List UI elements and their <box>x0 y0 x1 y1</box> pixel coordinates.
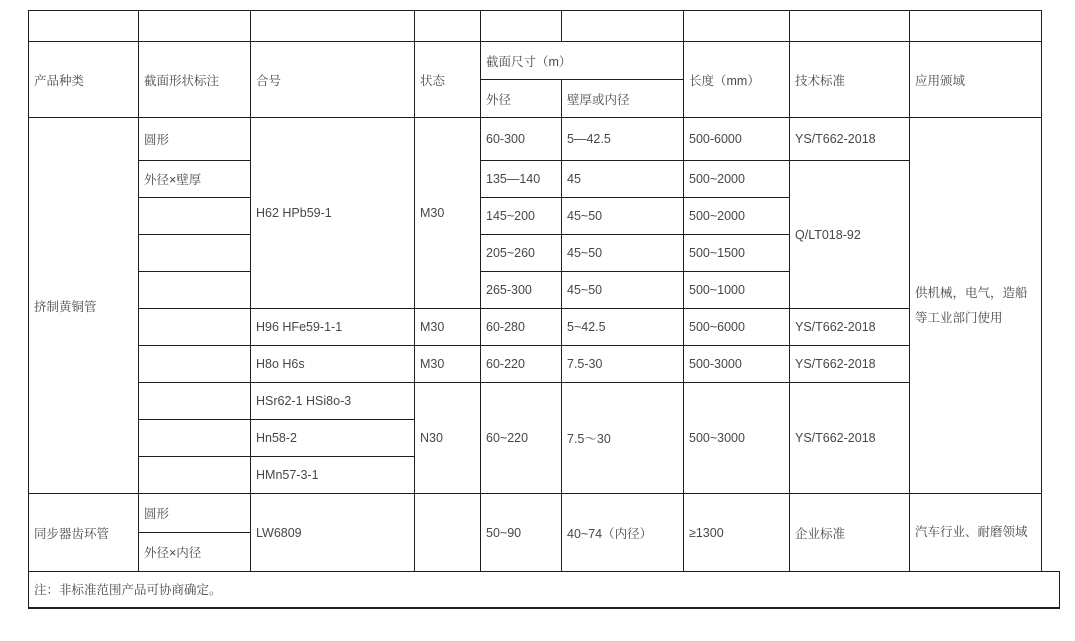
cell-product-synchronizer-ring: 同步器齿环管 <box>29 494 139 572</box>
cell-od: 60-300 <box>481 118 562 161</box>
cell-standard: YS/T662-2018 <box>790 309 910 346</box>
header-alloy: 合号 <box>251 42 415 118</box>
application-line: 等工业部门使用 <box>915 310 1003 325</box>
cell-standard: Q/LT018-92 <box>790 161 910 309</box>
cell-standard: 企业标准 <box>790 494 910 572</box>
cell-od: 265-300 <box>481 272 562 309</box>
cell-state: M30 <box>415 346 481 383</box>
spacer-cell <box>415 11 481 42</box>
header-row-1 <box>29 42 1042 80</box>
cell-alloy: H8o H6s <box>251 346 415 383</box>
header-shape: 截面形状标注 <box>139 42 251 118</box>
note-text: 注：非标准范围产品可协商确定。 <box>34 583 222 597</box>
cell-od: 60~220 <box>481 383 562 494</box>
cell-od: 145~200 <box>481 198 562 235</box>
cell-length: 500~2000 <box>684 198 790 235</box>
cell-alloy: HMn57-3-1 <box>251 457 415 494</box>
cell-length: 500~1500 <box>684 235 790 272</box>
header-product: 产品种类 <box>29 42 139 118</box>
cell-od: 205~260 <box>481 235 562 272</box>
application-line: 汽车行业、耐磨领域 <box>915 525 1028 539</box>
spacer-cell <box>139 11 251 42</box>
cell-shape-empty <box>139 383 251 420</box>
cell-wall: 45 <box>562 161 684 198</box>
cell-shape-empty <box>139 420 251 457</box>
table-row <box>29 346 1042 383</box>
cell-shape-empty <box>139 198 251 235</box>
cell-length: 500~2000 <box>684 161 790 198</box>
cell-od: 135—140 <box>481 161 562 198</box>
cell-od: 60-280 <box>481 309 562 346</box>
table-row <box>29 494 1042 533</box>
header-length: 长度（mm） <box>684 42 790 118</box>
cell-shape: 外径×内径 <box>139 533 251 572</box>
spacer-cell <box>251 11 415 42</box>
cell-length: 500~6000 <box>684 309 790 346</box>
cell-alloy: Hn58-2 <box>251 420 415 457</box>
cell-state: M30 <box>415 118 481 309</box>
cell-wall: 5~42.5 <box>562 309 684 346</box>
header-wall-or-inner: 壁厚或内径 <box>562 80 684 118</box>
cell-wall: 45~50 <box>562 272 684 309</box>
cell-wall: 7.5～30 <box>562 383 684 494</box>
cell-length: 500~3000 <box>684 383 790 494</box>
cell-od: 60-220 <box>481 346 562 383</box>
cell-alloy: LW6809 <box>251 494 415 572</box>
cell-standard: YS/T662-2018 <box>790 118 910 161</box>
spacer-cell <box>481 11 562 42</box>
header-application: 应用颁域 <box>910 42 1042 118</box>
spacer-cell <box>29 11 139 42</box>
header-state: 状态 <box>415 42 481 118</box>
spacer-cell <box>684 11 790 42</box>
spacer-cell <box>910 11 1042 42</box>
header-outer-diameter: 外径 <box>481 80 562 118</box>
cell-standard: YS/T662-2018 <box>790 383 910 494</box>
cell-product-extruded-brass: 挤制黄铜管 <box>29 118 139 494</box>
cell-wall: 45~50 <box>562 198 684 235</box>
table-note <box>28 571 1060 609</box>
spacer-cell <box>790 11 910 42</box>
cell-wall: 7.5-30 <box>562 346 684 383</box>
cell-alloy: H96 HFe59-1-1 <box>251 309 415 346</box>
cell-wall: 5—42.5 <box>562 118 684 161</box>
table-row <box>29 161 1042 198</box>
application-line: 供机械，电气，造船 <box>915 285 1028 300</box>
product-spec-table <box>28 10 1042 572</box>
cell-shape-empty <box>139 309 251 346</box>
cell-standard: YS/T662-2018 <box>790 346 910 383</box>
header-section-size: 截面尺寸（m） <box>481 42 684 80</box>
header-standard: 技术标准 <box>790 42 910 118</box>
table-row <box>29 118 1042 161</box>
cell-length: 500-3000 <box>684 346 790 383</box>
cell-wall: 40~74（内径） <box>562 494 684 572</box>
cell-shape-empty <box>139 346 251 383</box>
cell-application <box>910 494 1042 572</box>
cell-alloy: H62 HPb59-1 <box>251 118 415 309</box>
cell-shape-empty <box>139 272 251 309</box>
cell-shape: 外径×壁厚 <box>139 161 251 198</box>
spacer-cell <box>562 11 684 42</box>
cell-application <box>910 118 1042 494</box>
cell-length: 500~1000 <box>684 272 790 309</box>
cell-state: M30 <box>415 309 481 346</box>
cell-od: 50~90 <box>481 494 562 572</box>
spacer-row <box>29 11 1042 42</box>
cell-shape-empty <box>139 235 251 272</box>
cell-shape: 圆形 <box>139 494 251 533</box>
table-row <box>29 383 1042 420</box>
cell-shape: 圆形 <box>139 118 251 161</box>
cell-wall: 45~50 <box>562 235 684 272</box>
cell-shape-empty <box>139 457 251 494</box>
cell-state: N30 <box>415 383 481 494</box>
cell-length: 500-6000 <box>684 118 790 161</box>
cell-state-empty <box>415 494 481 572</box>
table-row <box>29 309 1042 346</box>
cell-length: ≥1300 <box>684 494 790 572</box>
cell-alloy: HSr62-1 HSi8o-3 <box>251 383 415 420</box>
